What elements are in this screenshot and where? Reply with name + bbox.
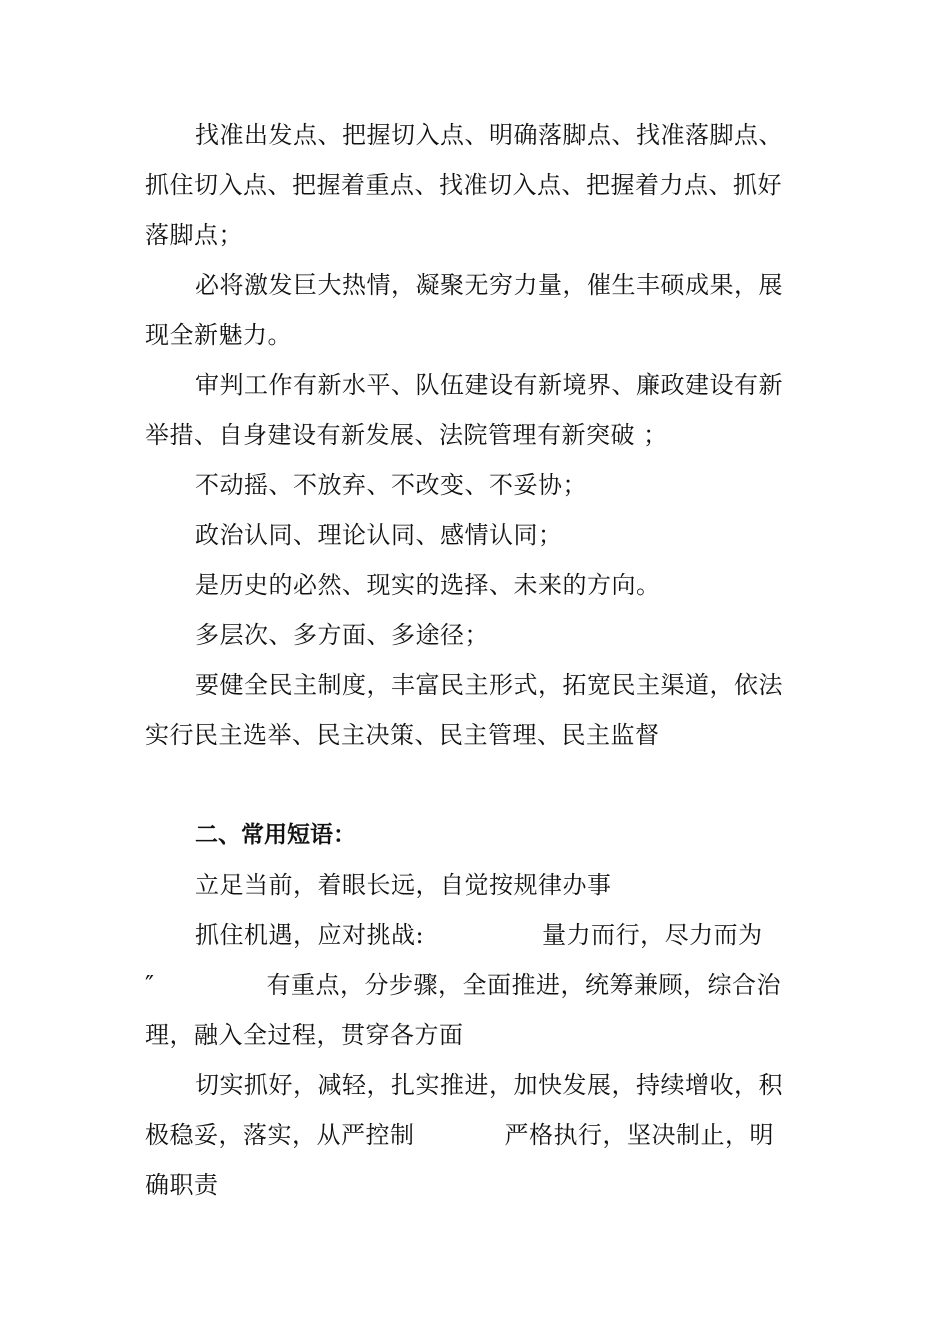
paragraph-7: 多层次、多方面、多途径； [195, 621, 489, 649]
text-line: 切实抓好，减轻，扎实推进，加快发展，持续增收，积 [195, 1071, 783, 1099]
text-segment: 有重点，分步骤，全面推进，统筹兼顾，综合治 [266, 971, 781, 999]
text-line [145, 960, 810, 1010]
text-segment: 极稳妥，落实，从严控制 [145, 1121, 415, 1149]
quote-mark: ″ [145, 971, 155, 999]
text-segment: 严格执行，坚决制止，明 [504, 1121, 774, 1149]
paragraph-6: 是历史的必然、现实的选择、未来的方向。 [195, 571, 661, 599]
paragraph-2 [145, 260, 810, 360]
text-line: 理，融入全过程，贯穿各方面 [145, 1021, 464, 1049]
text-line [145, 910, 810, 960]
text-line [145, 1110, 810, 1160]
text-line: 找准出发点、把握切入点、明确落脚点、找准落脚点、 [195, 121, 783, 149]
paragraph-10 [145, 910, 810, 1060]
text-line: 确职责 [145, 1171, 219, 1199]
text-line: 现全新魅力。 [145, 321, 292, 349]
text-line: 实行民主选举、民主决策、民主管理、民主监督 [145, 721, 660, 749]
paragraph-3 [145, 360, 810, 460]
document-page [145, 110, 810, 1210]
text-segment: 抓住机遇，应对挑战: [195, 921, 425, 949]
paragraph-1 [145, 110, 810, 260]
text-line: 审判工作有新水平、队伍建设有新境界、廉政建设有新 [195, 371, 783, 399]
paragraph-11 [145, 1060, 810, 1210]
text-line: 要健全民主制度，丰富民主形式，拓宽民主渠道，依法 [195, 671, 783, 699]
text-line: 抓住切入点、把握着重点、找准切入点、把握着力点、抓好 [145, 171, 782, 199]
paragraph-4: 不动摇、不放弃、不改变、不妥协； [195, 471, 587, 499]
text-line: 必将激发巨大热情，凝聚无穷力量，催生丰硕成果，展 [195, 271, 783, 299]
paragraph-5: 政治认同、理论认同、感情认同； [195, 521, 563, 549]
paragraph-9: 立足当前，着眼长远，自觉按规律办事 [195, 871, 612, 899]
blank-line [145, 760, 810, 810]
text-segment: 量力而行，尽力而为 [542, 921, 763, 949]
paragraph-8 [145, 660, 810, 760]
text-line: 举措、自身建设有新发展、法院管理有新突破 ； [145, 421, 668, 449]
section-heading: 二、常用短语： [195, 822, 356, 848]
text-line: 落脚点； [145, 221, 243, 249]
